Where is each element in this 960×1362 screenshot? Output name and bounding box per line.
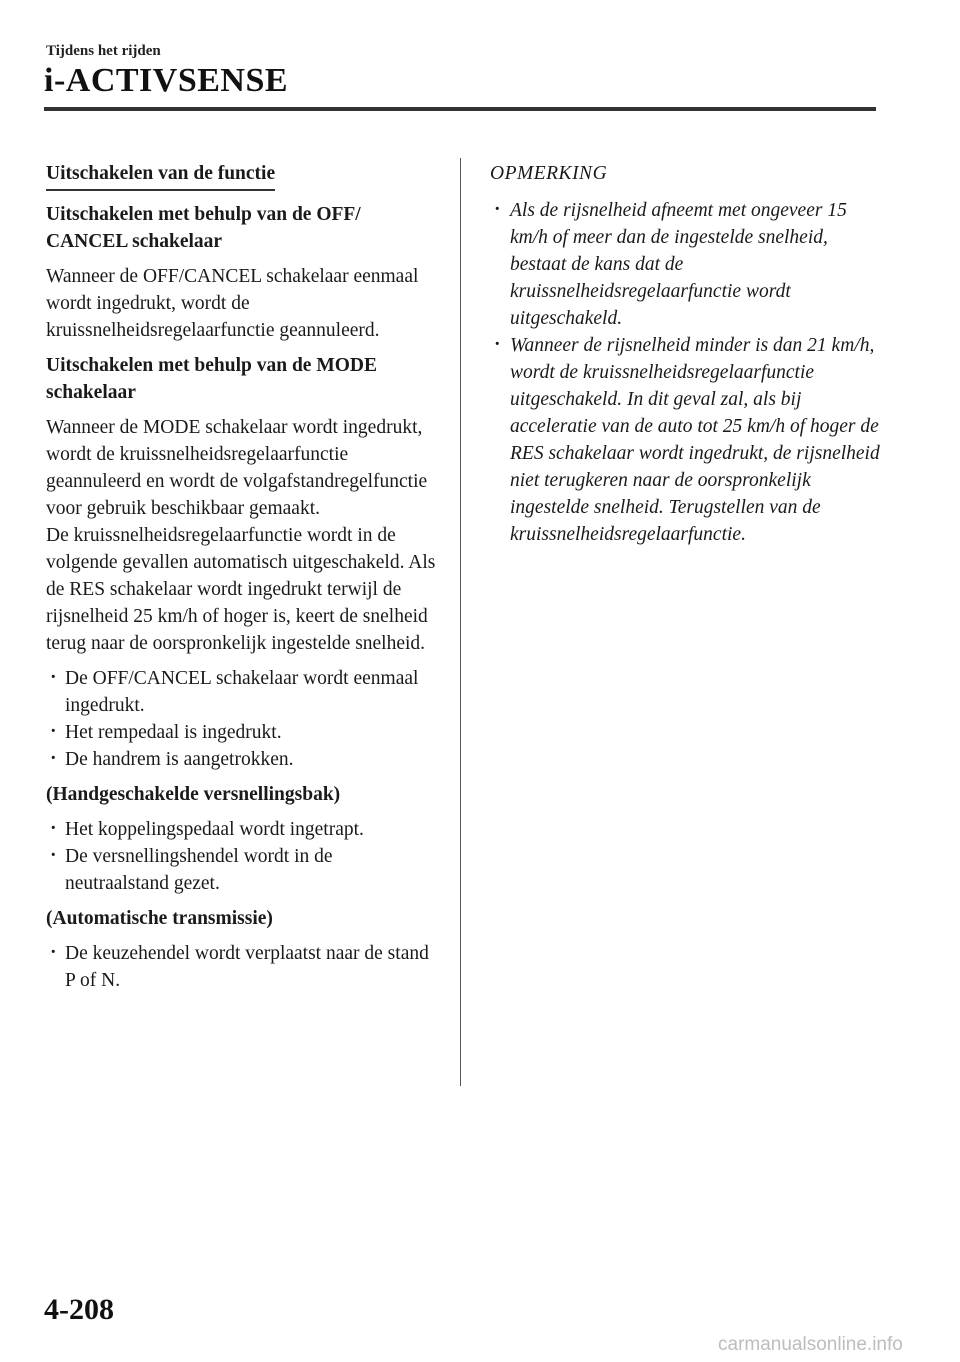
note-item: · Als de rijsnelheid afneemt met ongeveer 15 km/h of meer dan de ingestelde snelheid, bestaat de kans dat de kruissnelheidsregelaarfunctie wordt uitgeschakeld. bbox=[490, 197, 880, 332]
section-label: Tijdens het rijden bbox=[46, 43, 161, 59]
note-item: · Wanneer de rijsnelheid minder is dan 21 km/h, wordt de kruissnelheidsregelaarfunctie uitgeschakeld. In dit geval zal, als bij acceleratie van de auto tot 25 km/h of hoger de RES schakelaar wordt ingedrukt, de rijsnelheid niet terugkeren naar de oorspronkelijk ingestelde snelheid. Terugstellen van de kruissnelheidsregelaarfunctie. bbox=[490, 332, 880, 548]
paragraph-mode: Wanneer de MODE schakelaar wordt ingedrukt, wordt de kruissnelheidsregelaarfunctie geannuleerd en wordt de volgafstandregelfunctie voor gebruik beschikbaar gemaakt. bbox=[46, 417, 428, 519]
heading-off-cancel: Uitschakelen met behulp van de OFF/ CANCEL schakelaar bbox=[46, 204, 361, 252]
list-item: · Het rempedaal is ingedrukt. bbox=[46, 719, 440, 746]
paragraph-off-cancel: Wanneer de OFF/CANCEL schakelaar eenmaal wordt ingedrukt, wordt de kruissnelheidsregelaarfunctie geannuleerd. bbox=[46, 266, 419, 341]
paragraph-auto-disable: De kruissnelheidsregelaarfunctie wordt in de volgende gevallen automatisch uitgeschakeld. Als de RES schakelaar wordt ingedrukt terwijl de rijsnelheid 25 km/h of hoger is, keert de snelheid terug naar de oorspronkelijk ingestelde snelheid. bbox=[46, 525, 436, 654]
heading-mode: Uitschakelen met behulp van de MODE schakelaar bbox=[46, 355, 377, 403]
chapter-title: i-ACTIVSENSE bbox=[44, 62, 289, 99]
list-item: · De versnellingshendel wordt in de neutraalstand gezet. bbox=[46, 843, 440, 897]
note-label: OPMERKING bbox=[490, 163, 608, 184]
left-column bbox=[46, 160, 440, 1002]
page-number: 4-208 bbox=[44, 1293, 114, 1326]
list-disable-conditions bbox=[46, 665, 440, 773]
subheading-disable-function: Uitschakelen van de functie bbox=[46, 160, 275, 191]
list-manual-transmission bbox=[46, 816, 440, 897]
watermark: carmanualsonline.info bbox=[718, 1334, 903, 1355]
column-divider bbox=[460, 158, 461, 1086]
list-item: · De OFF/CANCEL schakelaar wordt eenmaal ingedrukt. bbox=[46, 665, 440, 719]
list-automatic-transmission bbox=[46, 940, 440, 994]
heading-manual-transmission: (Handgeschakelde versnellingsbak) bbox=[46, 784, 341, 805]
heading-automatic-transmission: (Automatische transmissie) bbox=[46, 908, 273, 929]
note-list bbox=[490, 197, 880, 548]
list-item: · De keuzehendel wordt verplaatst naar de stand P of N. bbox=[46, 940, 440, 994]
list-item: · Het koppelingspedaal wordt ingetrapt. bbox=[46, 816, 440, 843]
note-column bbox=[490, 160, 880, 556]
list-item: · De handrem is aangetrokken. bbox=[46, 746, 440, 773]
header-rule bbox=[44, 107, 876, 111]
